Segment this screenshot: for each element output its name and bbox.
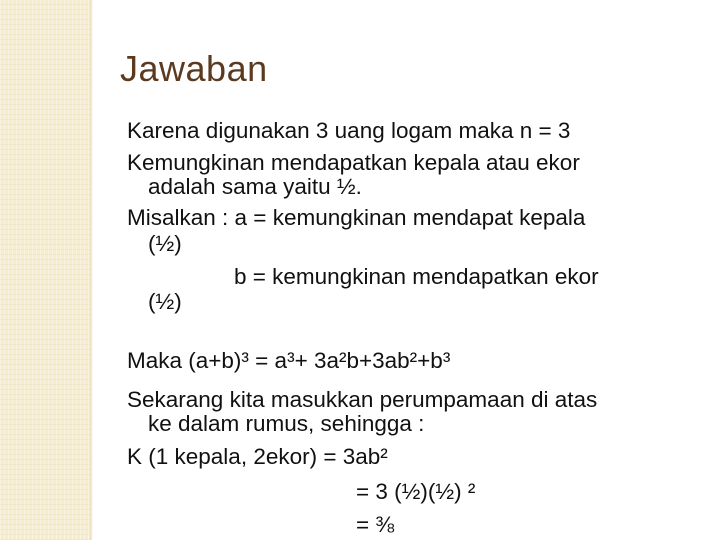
- text-line: Sekarang kita masukkan perumpamaan di atas: [127, 387, 598, 412]
- formula-line: K (1 kepala, 2ekor) = 3ab²: [127, 444, 388, 469]
- slide-title: Jawaban: [120, 48, 268, 89]
- text-line: b = kemungkinan mendapatkan ekor: [234, 264, 599, 289]
- text-line: Misalkan : a = kemungkinan mendapat kepala: [127, 205, 586, 230]
- formula-line: = 3 (½)(½) ²: [356, 479, 476, 504]
- side-band-edge: [90, 0, 93, 540]
- text-line: adalah sama yaitu ½.: [148, 174, 362, 199]
- text-line: Karena digunakan 3 uang logam maka n = 3: [127, 118, 571, 143]
- text-line: Kemungkinan mendapatkan kepala atau ekor: [127, 150, 580, 175]
- decorative-side-band: [0, 0, 90, 540]
- text-line: (½): [148, 289, 182, 314]
- formula-line: Maka (a+b)³ = a³+ 3a²b+3ab²+b³: [127, 348, 451, 373]
- text-line: ke dalam rumus, sehingga :: [148, 411, 425, 436]
- text-line: (½): [148, 231, 182, 256]
- formula-result: = ⅜: [356, 512, 395, 537]
